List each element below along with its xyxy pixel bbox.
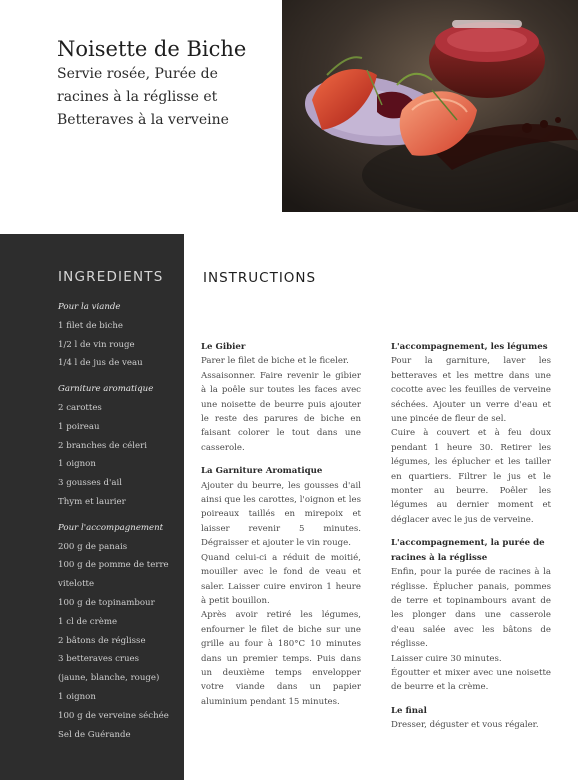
- step-text: Ajouter du beurre, les gousses d'ail ainsi que les carottes, l'oignon et les poireaux taillés en mirepoix et laisser revenir 5 minutes. Dégraisser et ajouter le vin rouge. Quand celui-ci a réduit de moitié, mouiller avec le fond de veau et saler. Laisser cuire environ 1 heure à petit bouillon. Après avoir retiré les légumes, enfourner le filet de biche sur une grille au four à 180°C 10 minutes dans un premier temps. Puis dans un deuxième temps envelopper votre viande dans un papier aluminium pendant 15 minutes.: [201, 480, 361, 707]
- step-title: Le final: [391, 705, 427, 716]
- ingredient-item: 200 g de panais: [58, 541, 128, 552]
- ingredient-item: 2 branches de céleri: [58, 440, 147, 451]
- step-title: La Garniture Aromatique: [201, 466, 323, 477]
- instructions-heading: INSTRUCTIONS: [203, 270, 317, 286]
- ingredient-item: 1/4 l de jus de veau: [58, 358, 143, 369]
- recipe-title: Noisette de Biche: [57, 37, 247, 61]
- ingredient-group-title: Pour l'accompagnement: [58, 522, 164, 533]
- ingredient-item: 1 oignon: [58, 459, 96, 470]
- ingredient-item: 2 carottes: [58, 402, 102, 413]
- step-text: Dresser, déguster et vous régaler.: [391, 720, 539, 731]
- ingredient-item: 1 poireau: [58, 421, 100, 432]
- step-title: L'accompagnement, la purée de racines à la réglisse: [391, 538, 545, 563]
- ingredient-item: 1 cl de crème: [58, 616, 118, 627]
- ingredients-heading: INGREDIENTS: [58, 269, 164, 285]
- ingredient-item: 100 g de pomme de terre vitelotte: [58, 560, 169, 590]
- instructions-column-right: [391, 340, 551, 742]
- ingredient-item: 100 g de topinambour: [58, 597, 155, 608]
- step-text: Enfin, pour la purée de racines à la réglisse. Éplucher panais, pommes de terre et topinambours avant de les plonger dans une casserole d'eau salée avec les bâtons de réglisse. Laisser cuire 30 minutes. Égoutter et mixer avec une noisette de beurre et la crème.: [391, 567, 551, 693]
- step-text: Parer le filet de biche et le ficeler. Assaisonner. Faire revenir le gibier à la poêle sur toutes les faces avec une noisette de beurre puis ajouter le reste des parures de biche en faisant colorer le tout dans une casserole.: [201, 356, 361, 453]
- ingredient-item: 2 bâtons de réglisse: [58, 635, 146, 646]
- ingredient-item: Thym et laurier: [58, 496, 126, 507]
- ingredient-item: Sel de Guérande: [58, 729, 131, 740]
- dish-photo: [282, 0, 578, 212]
- step-text: Pour la garniture, laver les betteraves et les mettre dans une cocotte avec les feuilles de verveine séchées. Ajouter un verre d'eau et une pincée de fleur de sel. Cuire à couvert et à feu doux pendant 1 heure 30. Retirer les légumes, les éplucher et les tailler en quartiers. Filtrer le jus et le monter au beurre. Poêler les légumes au dernier moment et déglacer avec le jus de verveine.: [391, 356, 551, 525]
- instructions-column-left: [201, 340, 361, 718]
- recipe-subtitle: Servie rosée, Purée de racines à la réglisse et Betteraves à la verveine: [57, 66, 229, 128]
- ingredients-panel: [0, 234, 184, 780]
- ingredient-item: 3 gousses d'ail: [58, 478, 122, 489]
- ingredient-item: 100 g de verveine séchée: [58, 710, 169, 721]
- ingredient-item: (jaune, blanche, rouge): [58, 673, 160, 684]
- ingredient-item: 1 filet de biche: [58, 320, 123, 331]
- ingredient-item: 1/2 l de vin rouge: [58, 339, 135, 350]
- ingredient-group-title: Pour la viande: [58, 302, 121, 312]
- step-title: L'accompagnement, les légumes: [391, 342, 548, 352]
- ingredient-group-title: Garniture aromatique: [58, 384, 154, 395]
- ingredients-list: [58, 298, 180, 744]
- ingredient-item: 3 betteraves crues: [58, 654, 140, 665]
- step-title: Le Gibier: [201, 342, 246, 352]
- ingredient-item: 1 oignon: [58, 691, 96, 702]
